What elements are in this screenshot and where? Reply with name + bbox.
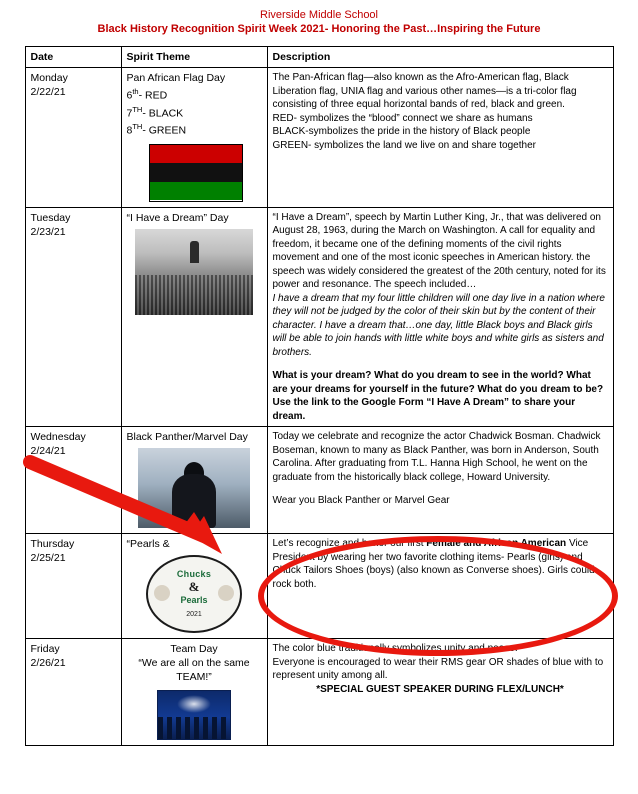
spirit-week-table (25, 46, 614, 746)
description-paragraph: The color blue traditionally symbolizes unity and peace. (272, 643, 518, 654)
theme-title: “I Have a Dream” Day (126, 211, 229, 224)
theme-cell-monday (121, 68, 267, 208)
chucks-and-pearls-logo (146, 555, 242, 633)
pan-african-flag-image (149, 144, 243, 202)
theme-grade-line (127, 85, 262, 103)
description-paragraph: RED- symbolizes the “blood” connect we share as humans (272, 112, 533, 124)
table-header-row (25, 47, 613, 68)
table-row (25, 207, 613, 427)
description-cell-wednesday (267, 427, 613, 534)
description-paragraph: BLACK-symbolizes the pride in the history of Black people (272, 126, 531, 137)
date-day: Wednesday (30, 431, 86, 443)
description-emphasis: Female and African American (426, 538, 567, 549)
logo-ampersand: & (188, 578, 200, 594)
description-text-part2: Vice President by wearing her two favorite clothing items- Pearls (girls) and Chuck Tailors Shoes (boys) (also known as Converse shoes). Girls could rock both. (272, 538, 595, 590)
description-quote: I have a dream that my four little children will one day live in a nation where they will not be judged by the color of their skin but by the content of their character. I have a dream that…one day, little Black boys and Black girls will be able to join hands with little white boys and white girls as sisters and brothers. (272, 292, 605, 358)
description-paragraph (273, 537, 608, 591)
date-value: 2/25/21 (30, 552, 66, 564)
black-panther-photo (138, 448, 250, 528)
description-cell-tuesday (267, 207, 613, 427)
description-special-note: *SPECIAL GUEST SPEAKER DURING FLEX/LUNCH* (316, 683, 564, 695)
theme-cell-wednesday (121, 427, 267, 534)
description-paragraph: Everyone is encouraged to wear their RMS gear OR shades of blue with to represent unity among all. (272, 656, 604, 681)
date-cell-thursday (25, 534, 121, 639)
table-row (25, 639, 613, 746)
theme-cell-thursday (121, 534, 267, 639)
description-prompt: What is your dream? What do you dream to see in the world? What are your dreams for yourself in the future? What do you dream to be? Use the link to the Google Form “I Have A Dream” to share your dream. (272, 370, 604, 422)
date-value: 2/26/21 (30, 657, 66, 669)
column-header-description: Description (267, 47, 613, 68)
logo-bottom-text: Pearls (180, 594, 208, 605)
school-name: Riverside Middle School (260, 9, 378, 21)
date-cell-tuesday (25, 207, 121, 427)
description-text-part1: Let’s recognize and honor our first (272, 538, 427, 549)
grade-number: 7 (126, 107, 133, 119)
grade-color: - GREEN (142, 124, 187, 137)
logo-year: 2021 (186, 610, 202, 618)
date-day: Friday (30, 643, 60, 655)
column-header-date: Date (25, 47, 121, 68)
description-cell-friday (267, 639, 613, 746)
theme-title: Black Panther/Marvel Day (126, 431, 248, 443)
grade-color: - BLACK (142, 107, 184, 119)
team-day-photo (157, 690, 231, 740)
grade-number: 8 (126, 124, 133, 137)
date-day: Thursday (30, 538, 75, 550)
column-header-spirit-theme: Spirit Theme (121, 47, 267, 68)
theme-cell-tuesday (121, 207, 267, 427)
date-cell-friday (25, 639, 121, 746)
document-header (0, 0, 638, 36)
description-paragraph: Today we celebrate and recognize the actor Chadwick Bosman. Chadwick Boseman, known to many as Black Panther, was born in Anderson, South Carolina. After graduating from T.L. Hanna High School, he went on the graduate from the historically black college, Howard University. (272, 431, 601, 483)
theme-grade-line (127, 103, 262, 121)
date-value: 2/23/21 (30, 225, 66, 238)
date-day: Monday (30, 72, 68, 84)
date-day: Tuesday (30, 211, 71, 224)
theme-cell-friday (121, 639, 267, 746)
theme-title: “Pearls & (126, 538, 170, 550)
table-row (25, 534, 613, 639)
description-paragraph: “I Have a Dream”, speech by Martin Luther King, Jr., that was delivered on August 28, 1963, during the March on Washington. A call for equality and freedom, it became one of the defining moments of the civil rights movement and one of the most iconic speeches in American history. the speech was widely considered the greatest of the 20th century, noted for its power and resonance. The speech included… (272, 211, 606, 290)
theme-subtitle: “We are all on the same TEAM!” (138, 657, 250, 683)
date-cell-monday (25, 68, 121, 208)
date-cell-wednesday (25, 427, 121, 534)
theme-title: Pan African Flag Day (126, 72, 226, 84)
mlk-march-on-washington-photo (135, 229, 253, 315)
grade-suffix: TH (132, 122, 143, 131)
grade-suffix: th (132, 87, 139, 96)
description-cell-thursday (267, 534, 613, 639)
table-row (25, 68, 613, 208)
description-paragraph: The Pan-African flag—also known as the Afro-American flag, Black Liberation flag, UNIA flag and various other names—is a tri-color flag consisting of three equal horizontal bands of red, black and green. (272, 72, 577, 110)
description-paragraph: GREEN- symbolizes the land we live on and share together (272, 139, 536, 151)
grade-suffix: TH (132, 104, 143, 114)
document-subtitle: Black History Recognition Spirit Week 2021- Honoring the Past…Inspiring the Future (97, 23, 541, 35)
date-value: 2/24/21 (30, 445, 66, 457)
date-value: 2/22/21 (30, 86, 66, 98)
description-call-to-action: Wear you Black Panther or Marvel Gear (272, 495, 450, 506)
logo-top-text: Chucks (176, 568, 212, 579)
grade-color: - RED (138, 89, 168, 102)
description-cell-monday (267, 68, 613, 208)
theme-grade-line (127, 120, 262, 138)
table-row (25, 427, 613, 534)
theme-title: Team Day (170, 643, 218, 655)
grade-number: 6 (126, 89, 133, 102)
